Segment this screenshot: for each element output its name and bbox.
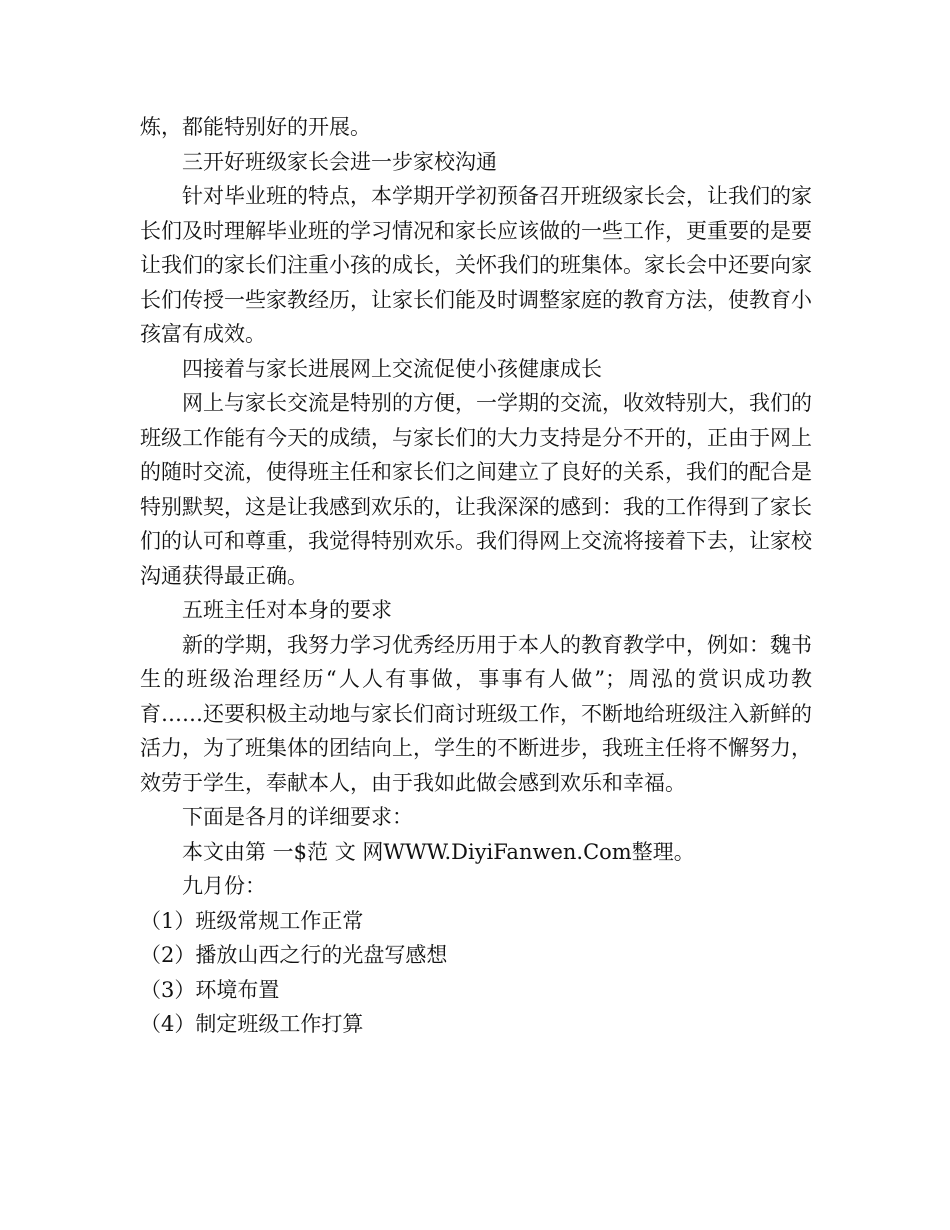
list-item: （4）制定班级工作打算 bbox=[140, 1012, 364, 1036]
list-item: （1）班级常规工作正常 bbox=[140, 908, 364, 933]
monthly-requirements-intro: 下面是各月的详细要求： bbox=[182, 805, 413, 829]
paragraph-teacher-requirements: 新的学期，我努力学习优秀经历用于本人的教育教学中，例如：魏书生的班级治理经历“人人有事做，事事有人做”；周泓的赏识成功教育……还要积极主动地与家长们商讨班级工作，不断地给班级注入新鲜的活力，为了班集体的团结向上，学生的不断进步，我班主任将不懈努力，效劳于学生，奉献本人，由于我如此做会感到欢乐和幸福。 bbox=[140, 632, 812, 795]
paragraph-parent-meeting: 针对毕业班的特点，本学期开学初预备召开班级家长会，让我们的家长们及时理解毕业班的学习情况和家长应该做的一些工作，更重要的是要让我们的家长们注重小孩的成长，关怀我们的班集体。家长会中还要向家长们传授一些家教经历，让家长们能及时调整家庭的教育方法，使教育小孩富有成效。 bbox=[140, 184, 812, 346]
paragraph-continuation: 炼，都能特别好的开展。 bbox=[140, 115, 371, 139]
section-heading-teacher-requirements: 五班主任对本身的要求 bbox=[182, 598, 392, 622]
document-body bbox=[140, 110, 812, 1042]
section-heading-parent-meeting: 三开好班级家长会进一步家校沟通 bbox=[182, 149, 497, 174]
section-heading-online-exchange: 四接着与家长进展网上交流促使小孩健康成长 bbox=[182, 356, 602, 381]
list-item: （3）环境布置 bbox=[140, 977, 280, 1002]
source-note: 本文由第 一$范 文 网WWW.DiyiFanwen.Com整理。 bbox=[182, 839, 695, 864]
month-heading-september: 九月份： bbox=[182, 874, 266, 898]
list-item: （2）播放山西之行的光盘写感想 bbox=[140, 943, 448, 967]
paragraph-online-exchange: 网上与家长交流是特别的方便，一学期的交流，收效特别大，我们的班级工作能有今天的成绩，与家长们的大力支持是分不开的，正由于网上的随时交流，使得班主任和家长们之间建立了良好的关系，我们的配合是特别默契，这是让我感到欢乐的，让我深深的感到：我的工作得到了家长们的认可和尊重，我觉得特别欢乐。我们得网上交流将接着下去，让家校沟通获得最正确。 bbox=[140, 391, 812, 588]
